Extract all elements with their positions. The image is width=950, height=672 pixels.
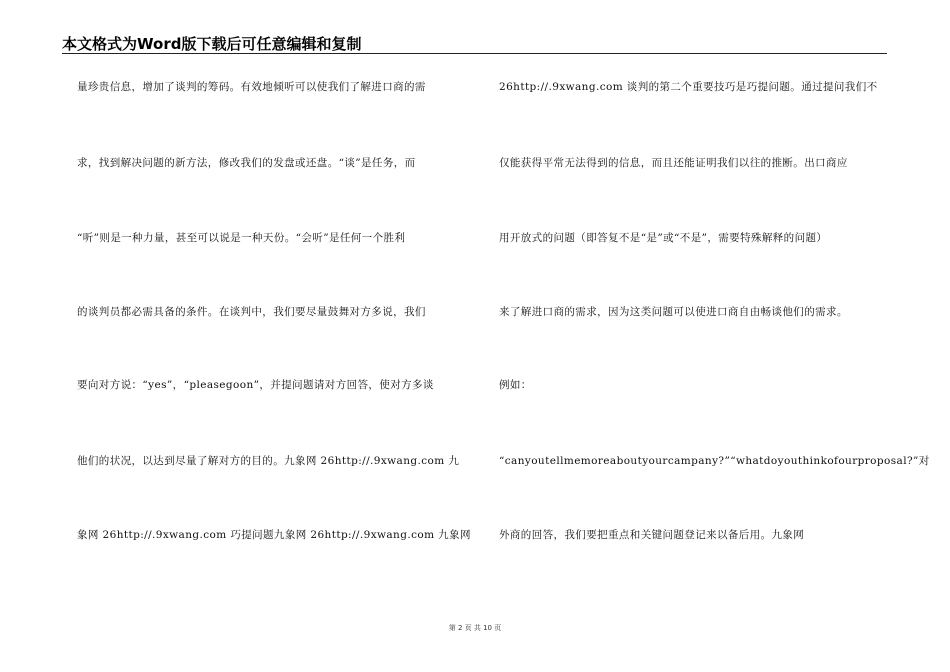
text-line: 他们的状况，以达到尽量了解对方的目的。九象网 26http://.9xwang.com 九 <box>77 455 460 467</box>
text-line: “听”则是一种力量，甚至可以说是一种天份。“会听”是任何一个胜利 <box>77 232 406 244</box>
header-divider <box>62 53 887 54</box>
text-line: “canyoutellmemoreaboutyourcampany?”“whatdoyouthinkofourproposal?”对 <box>499 455 930 467</box>
text-line: 象网 26http://.9xwang.com 巧提问题九象网 26http://.9xwang.com 九象网 <box>77 529 471 541</box>
text-line: 用开放式的问题（即答复不是“是”或“不是”，需要特殊解释的问题） <box>499 232 828 244</box>
text-line: 要向对方说：“yes”，“pleasegoon”，并提问题请对方回答，使对方多谈 <box>77 379 434 391</box>
document-header-title: 本文格式为Word版下载后可任意编辑和复制 <box>62 35 362 53</box>
text-line: 来了解进口商的需求，因为这类问题可以使进口商自由畅谈他们的需求。 <box>499 306 848 318</box>
text-line: 26http://.9xwang.com 谈判的第二个重要技巧是巧提问题。通过提问我们不 <box>499 81 878 93</box>
text-line: 外商的回答，我们要把重点和关键问题登记来以备后用。九象网 <box>499 529 805 541</box>
text-line: 求，找到解决问题的新方法，修改我们的发盘或还盘。“谈”是任务，而 <box>77 157 416 169</box>
text-line: 的谈判员都必需具备的条件。在谈判中，我们要尽量鼓舞对方多说，我们 <box>77 306 426 318</box>
text-line: 仅能获得平常无法得到的信息，而且还能证明我们以往的推断。出口商应 <box>499 157 848 169</box>
page-number-footer: 第 2 页 共 10 页 <box>448 624 502 632</box>
text-line: 例如： <box>499 379 532 391</box>
text-line: 量珍贵信息，增加了谈判的筹码。有效地倾听可以使我们了解进口商的需 <box>77 81 426 93</box>
